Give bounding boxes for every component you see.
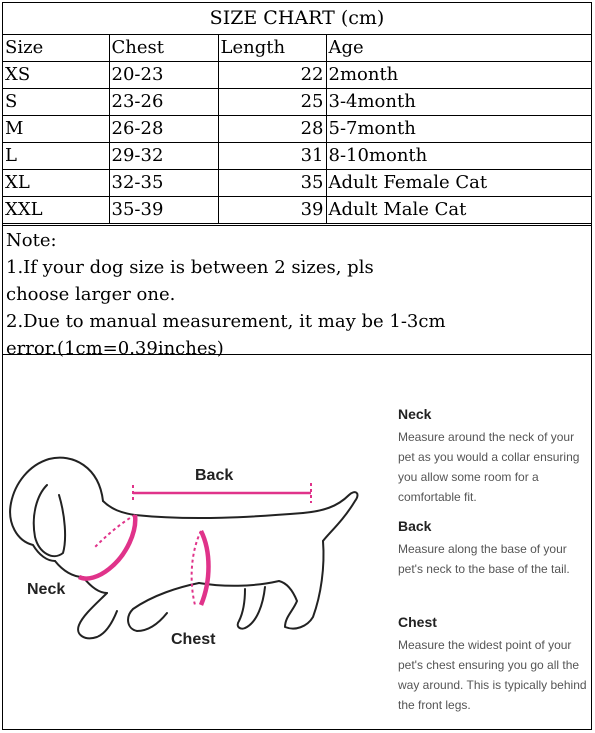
back-instruction-heading: Back (398, 518, 432, 534)
cell-length: 22 (218, 62, 326, 89)
size-chart-frame (2, 2, 592, 730)
cell-size: S (3, 89, 109, 116)
chest-instruction-heading: Chest (398, 614, 437, 630)
cell-chest: 35-39 (109, 197, 218, 224)
cell-length: 28 (218, 116, 326, 143)
cell-chest: 32-35 (109, 170, 218, 197)
chart-title: SIZE CHART (cm) (3, 3, 591, 35)
cell-age: 2month (326, 62, 591, 89)
cell-chest: 26-28 (109, 116, 218, 143)
cell-length: 31 (218, 143, 326, 170)
dog-diagram (3, 355, 393, 729)
neck-measure-ring (79, 515, 135, 579)
cell-size: XS (3, 62, 109, 89)
table-row (3, 116, 591, 143)
note-section (3, 225, 591, 359)
header-size: Size (3, 35, 109, 62)
dog-outline-icon (10, 458, 357, 639)
cell-age: 3-4month (326, 89, 591, 116)
note-line: 2.Due to manual measurement, it may be 1-3cm (6, 311, 446, 332)
cell-chest: 20-23 (109, 62, 218, 89)
table-header-row (3, 35, 591, 62)
chest-label: Chest (171, 631, 216, 648)
cell-age: 8-10month (326, 143, 591, 170)
table-row (3, 143, 591, 170)
neck-instruction-text: Measure around the neck of your pet as you would a collar ensuring you allow some room for a comfortable fit. (398, 430, 580, 504)
header-age: Age (326, 35, 591, 62)
chest-instruction-text: Measure the widest point of your pet's chest ensuring you go all the way around. This is typically behind the front legs. (398, 638, 587, 712)
cell-length: 25 (218, 89, 326, 116)
cell-size: M (3, 116, 109, 143)
table-row (3, 170, 591, 197)
note-line: error.(1cm=0.39inches) (6, 338, 224, 359)
back-instruction (398, 517, 588, 579)
note-line: choose larger one. (6, 284, 176, 305)
neck-instruction (398, 405, 588, 507)
chest-measure-ring (192, 531, 209, 605)
back-instruction-text: Measure along the base of your pet's neck to the base of the tail. (398, 542, 570, 576)
table-row (3, 62, 591, 89)
cell-size: XXL (3, 197, 109, 224)
header-chest: Chest (109, 35, 218, 62)
measurement-illustration (3, 355, 591, 729)
cell-chest: 29-32 (109, 143, 218, 170)
note-heading: Note: (6, 230, 57, 251)
cell-length: 35 (218, 170, 326, 197)
cell-chest: 23-26 (109, 89, 218, 116)
cell-age: Adult Female Cat (326, 170, 591, 197)
note-line: 1.If your dog size is between 2 sizes, pls (6, 257, 374, 278)
neck-label: Neck (27, 581, 66, 598)
chest-instruction (398, 613, 588, 715)
back-measure-line (133, 483, 311, 503)
cell-size: L (3, 143, 109, 170)
table-row (3, 89, 591, 116)
back-label: Back (195, 467, 234, 484)
cell-age: 5-7month (326, 116, 591, 143)
size-table (3, 34, 591, 224)
cell-size: XL (3, 170, 109, 197)
header-length: Length (218, 35, 326, 62)
cell-length: 39 (218, 197, 326, 224)
neck-instruction-heading: Neck (398, 406, 432, 422)
table-row (3, 197, 591, 224)
cell-age: Adult Male Cat (326, 197, 591, 224)
